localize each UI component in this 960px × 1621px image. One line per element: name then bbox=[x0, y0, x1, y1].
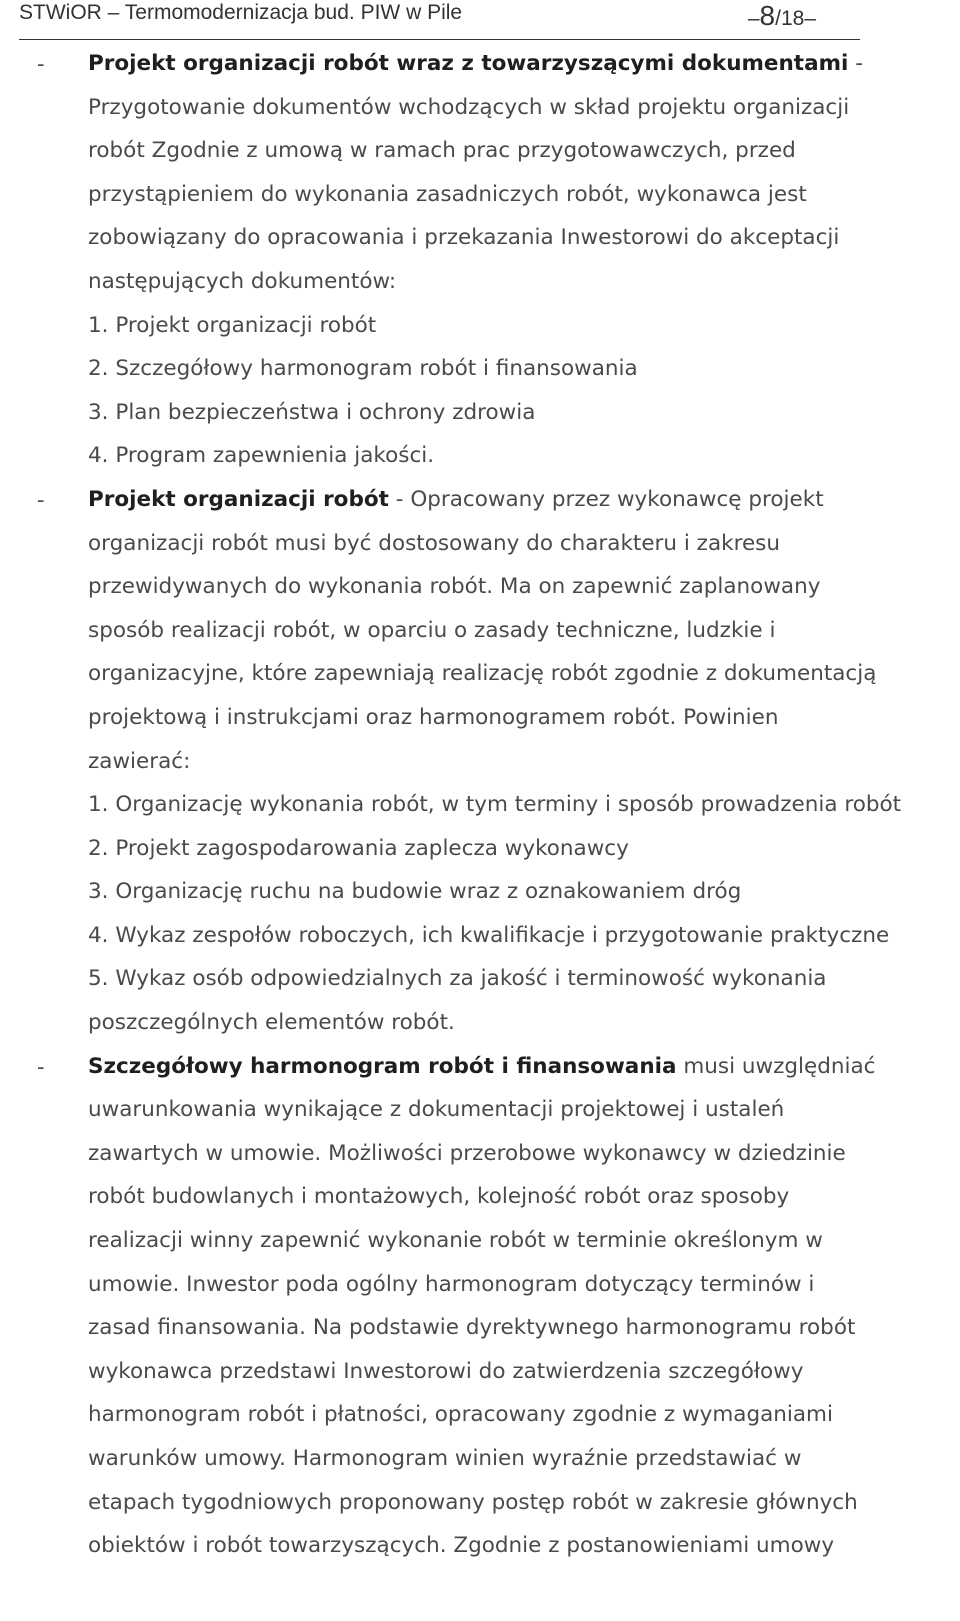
page-current: 8 bbox=[759, 0, 776, 31]
list-item: 1. Projekt organizacji robót bbox=[88, 312, 377, 338]
list-item: 2. Projekt zagospodarowania zaplecza wykonawcy bbox=[88, 835, 629, 861]
text-line: robót Zgodnie z umową w ramach prac przygotowawczych, przed bbox=[88, 138, 796, 164]
section-heading: Projekt organizacji robót bbox=[88, 486, 389, 512]
text-line: zasad finansowania. Na podstawie dyrektywnego harmonogramu robót bbox=[88, 1315, 856, 1341]
page-total: 18 bbox=[780, 7, 805, 30]
text-line: zawartych w umowie. Możliwości przerobowe wykonawcy w dziedzinie bbox=[88, 1140, 846, 1166]
page-header bbox=[19, 0, 860, 40]
text-line: harmonogram robót i płatności, opracowany zgodnie z wymaganiami bbox=[88, 1402, 833, 1428]
text-line: realizacji winny zapewnić wykonanie robót w terminie określonym w bbox=[88, 1228, 823, 1254]
list-item: 3. Plan bezpieczeństwa i ochrony zdrowia bbox=[88, 399, 536, 425]
text-line: Przygotowanie dokumentów wchodzących w skład projektu organizacji bbox=[88, 94, 850, 120]
section-project-organization-documents bbox=[37, 42, 937, 478]
first-line-rest: musi uwzględniać bbox=[676, 1053, 876, 1079]
text-line: projektową i instrukcjami oraz harmonogramem robót. Powinien bbox=[88, 704, 779, 730]
bullet: - bbox=[37, 52, 45, 76]
text-line: organizacyjne, które zapewniają realizację robót zgodnie z dokumentacją bbox=[88, 661, 877, 687]
document-title: STWiOR – Termomodernizacja bud. PIW w Pile bbox=[19, 1, 463, 24]
list-item: poszczególnych elementów robót. bbox=[88, 1010, 455, 1036]
text-line: przystąpieniem do wykonania zasadniczych robót, wykonawca jest bbox=[88, 181, 807, 207]
page-dash-left: – bbox=[747, 7, 760, 30]
page-number bbox=[748, 0, 816, 32]
heading-suffix: - bbox=[848, 51, 863, 76]
section-project-organization bbox=[37, 478, 937, 1045]
list-item: 1. Organizację wykonania robót, w tym terminy i sposób prowadzenia robót bbox=[88, 792, 902, 818]
section-heading-line bbox=[88, 478, 937, 522]
page-separator: / bbox=[775, 7, 781, 30]
document-body bbox=[37, 42, 937, 1568]
text-line: robót budowlanych i montażowych, kolejność robót oraz sposoby bbox=[88, 1184, 790, 1210]
bullet: - bbox=[37, 1054, 45, 1079]
list-item: 3. Organizację ruchu na budowie wraz z oznakowaniem dróg bbox=[88, 879, 742, 905]
page-dash-right: – bbox=[804, 7, 816, 30]
list-item: 4. Wykaz zespołów roboczych, ich kwalifikacje i przygotowanie praktyczne bbox=[88, 922, 890, 948]
list-item: 4. Program zapewnienia jakości. bbox=[88, 443, 435, 469]
first-line-rest: - Opracowany przez wykonawcę projekt bbox=[388, 486, 824, 512]
text-line: etapach tygodniowych proponowany postęp robót w zakresie głównych bbox=[88, 1489, 858, 1515]
text-line: zawierać: bbox=[88, 748, 191, 774]
text-line: obiektów i robót towarzyszących. Zgodnie z postanowieniami umowy bbox=[88, 1533, 835, 1559]
text-line: wykonawca przedstawi Inwestorowi do zatwierdzenia szczegółowy bbox=[88, 1358, 804, 1384]
list-item: 2. Szczegółowy harmonogram robót i finansowania bbox=[88, 356, 638, 382]
text-line: zobowiązany do opracowania i przekazania Inwestorowi do akceptacji bbox=[88, 225, 840, 251]
section-heading: Projekt organizacji robót wraz z towarzyszącymi dokumentami bbox=[88, 51, 849, 76]
section-detailed-schedule bbox=[37, 1045, 937, 1568]
text-line: sposób realizacji robót, w oparciu o zasady techniczne, ludzkie i bbox=[88, 617, 776, 643]
text-line: następujących dokumentów: bbox=[88, 268, 397, 294]
list-item: 5. Wykaz osób odpowiedzialnych za jakość i terminowość wykonania bbox=[88, 966, 827, 992]
text-line: umowie. Inwestor poda ogólny harmonogram dotyczący terminów i bbox=[88, 1271, 815, 1297]
text-line: organizacji robót musi być dostosowany do charakteru i zakresu bbox=[88, 530, 780, 556]
text-line: przewidywanych do wykonania robót. Ma on zapewnić zaplanowany bbox=[88, 574, 821, 600]
text-line: warunków umowy. Harmonogram winien wyraźnie przedstawiać w bbox=[88, 1446, 802, 1471]
section-heading: Szczegółowy harmonogram robót i finansowania bbox=[88, 1053, 677, 1079]
text-line: uwarunkowania wynikające z dokumentacji projektowej i ustaleń bbox=[88, 1097, 785, 1123]
bullet: - bbox=[37, 487, 45, 512]
section-heading-line bbox=[88, 1045, 937, 1089]
section-heading-line bbox=[88, 42, 937, 86]
